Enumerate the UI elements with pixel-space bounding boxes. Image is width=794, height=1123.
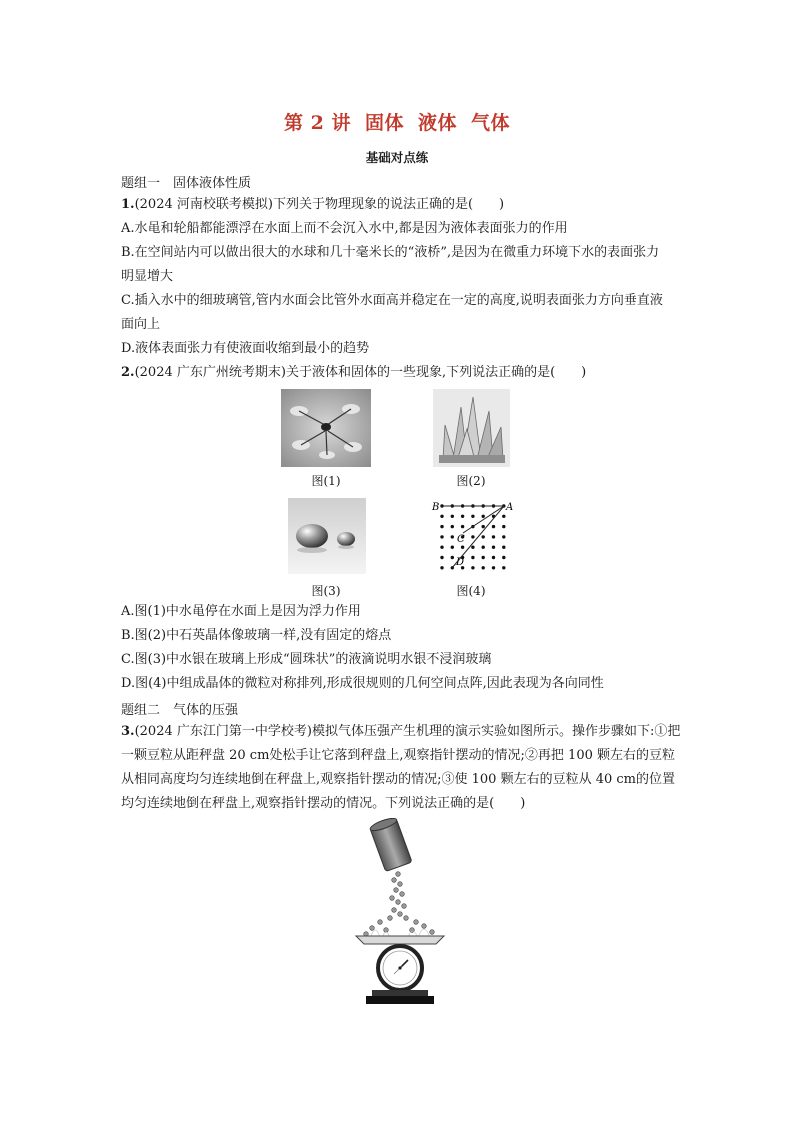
question-1-option-a: A.水黾和轮船都能漂浮在水面上而不会沉入水中,都是因为液体表面张力的作用 xyxy=(121,221,568,236)
question-2-option-b: B.图(2)中石英晶体像玻璃一样,没有固定的熔点 xyxy=(121,628,392,643)
title-solid: 固体 xyxy=(364,112,404,134)
lattice-point xyxy=(492,546,495,549)
question-3-line3: 从相同高度均匀连续地倒在秤盘上,观察指针摆动的情况;③使 100 颗左右的豆粒从 40 cm的位置 xyxy=(121,772,676,787)
question-1-number: 1. xyxy=(121,197,135,212)
lattice-point xyxy=(492,525,495,528)
question-1-option-b-line1: B.在空间站内可以做出很大的水球和几十毫米长的“液桥”,是因为在微重力环境下水的表面张力 xyxy=(121,245,660,260)
figure-2-caption: 图(2) xyxy=(456,474,486,488)
question-3-line4: 均匀连续地倒在秤盘上,观察指针摆动的情况。下列说法正确的是( ) xyxy=(121,796,526,811)
question-2-text: (2024 广东广州统考期末)关于液体和固体的一些现象,下列说法正确的是( ) xyxy=(134,365,587,380)
figure-2-quartz-crystal-photo xyxy=(433,389,510,467)
lattice-label-a: A xyxy=(506,502,514,513)
lattice-point xyxy=(482,566,485,569)
question-1-option-c-line2: 面向上 xyxy=(121,317,161,332)
question-2-stem xyxy=(121,364,691,382)
lattice-point xyxy=(471,556,474,559)
lattice-point xyxy=(451,556,454,559)
lattice-point xyxy=(451,525,454,528)
figure-4-caption: 图(4) xyxy=(456,584,486,598)
question-2-option-d: D.图(4)中组成晶体的微粒对称排列,形成很规则的几何空间点阵,因此表现为各向同性 xyxy=(121,676,604,691)
lattice-point xyxy=(482,556,485,559)
lattice-point xyxy=(471,546,474,549)
lattice-point xyxy=(471,566,474,569)
question-1-option-c-line1: C.插入水中的细玻璃管,管内水面会比管外水面高并稳定在一定的高度,说明表面张力方向垂直液 xyxy=(121,293,663,308)
question-1-option-d: D.液体表面张力有使液面收缩到最小的趋势 xyxy=(121,341,370,356)
figure-3-mercury-droplets-photo xyxy=(288,498,366,574)
figure-3-caption: 图(3) xyxy=(311,584,341,598)
question-3-line1 xyxy=(121,723,691,741)
question-3-line2: 一颗豆粒从距秤盘 20 cm处松手让它落到秤盘上,观察指针摆动的情况;②再把 100 颗左右的豆粒 xyxy=(121,748,676,763)
lattice-point xyxy=(440,515,443,518)
group-two-heading: 题组二 气体的压强 xyxy=(121,703,239,718)
lattice-label-b: B xyxy=(432,502,440,513)
lattice-point xyxy=(492,566,495,569)
lattice-point xyxy=(451,546,454,549)
question-2-option-a: A.图(1)中水黾停在水面上是因为浮力作用 xyxy=(121,604,361,619)
lattice-point xyxy=(482,546,485,549)
question-1-stem xyxy=(121,196,691,214)
lattice-point xyxy=(461,525,464,528)
lattice-point xyxy=(461,546,464,549)
question-3-number: 3. xyxy=(121,724,135,739)
lattice-point xyxy=(440,556,443,559)
lattice-point xyxy=(471,535,474,538)
question-1-option-b-line2: 明显增大 xyxy=(121,269,174,284)
lattice-point xyxy=(502,566,505,569)
lattice-point xyxy=(502,535,505,538)
figure-4-crystal-lattice-diagram xyxy=(430,498,516,580)
lattice-point xyxy=(482,525,485,528)
question-2-option-c: C.图(3)中水银在玻璃上形成“圆珠状”的液滴说明水银不浸润玻璃 xyxy=(121,652,492,667)
lattice-point xyxy=(502,515,505,518)
lattice-point xyxy=(492,535,495,538)
lattice-point xyxy=(451,535,454,538)
lesson-number: 第 2 讲 xyxy=(284,112,351,134)
lattice-point xyxy=(451,515,454,518)
lattice-point xyxy=(461,515,464,518)
figure-1-caption: 图(1) xyxy=(311,474,341,488)
lattice-label-d: D xyxy=(456,557,465,568)
lattice-point xyxy=(440,535,443,538)
question-2-number: 2. xyxy=(121,365,135,380)
lattice-point xyxy=(502,525,505,528)
lattice-point xyxy=(440,566,443,569)
lattice-point xyxy=(492,556,495,559)
bean-scale-experiment-figure xyxy=(350,818,450,1008)
lattice-point xyxy=(440,525,443,528)
lattice-point xyxy=(482,515,485,518)
question-1-text: (2024 河南校联考模拟)下列关于物理现象的说法正确的是( ) xyxy=(134,197,505,212)
group-one-heading: 题组一 固体液体性质 xyxy=(121,176,252,191)
lattice-point xyxy=(471,515,474,518)
lattice-point xyxy=(502,546,505,549)
lattice-point xyxy=(440,546,443,549)
figure-1-water-strider-photo xyxy=(281,389,371,467)
question-3-text-line1: (2024 广东江门第一中学校考)模拟气体压强产生机理的演示实验如图所示。操作步骤如下:①把 xyxy=(134,724,681,739)
lattice-point xyxy=(482,535,485,538)
lattice-svg xyxy=(430,498,516,580)
lattice-label-c: C xyxy=(457,534,465,545)
title-liquid: 液体 xyxy=(417,112,457,134)
lesson-title xyxy=(0,108,794,135)
title-gas: 气体 xyxy=(470,112,510,134)
section-subtitle: 基础对点练 xyxy=(365,150,429,165)
lattice-point xyxy=(502,556,505,559)
